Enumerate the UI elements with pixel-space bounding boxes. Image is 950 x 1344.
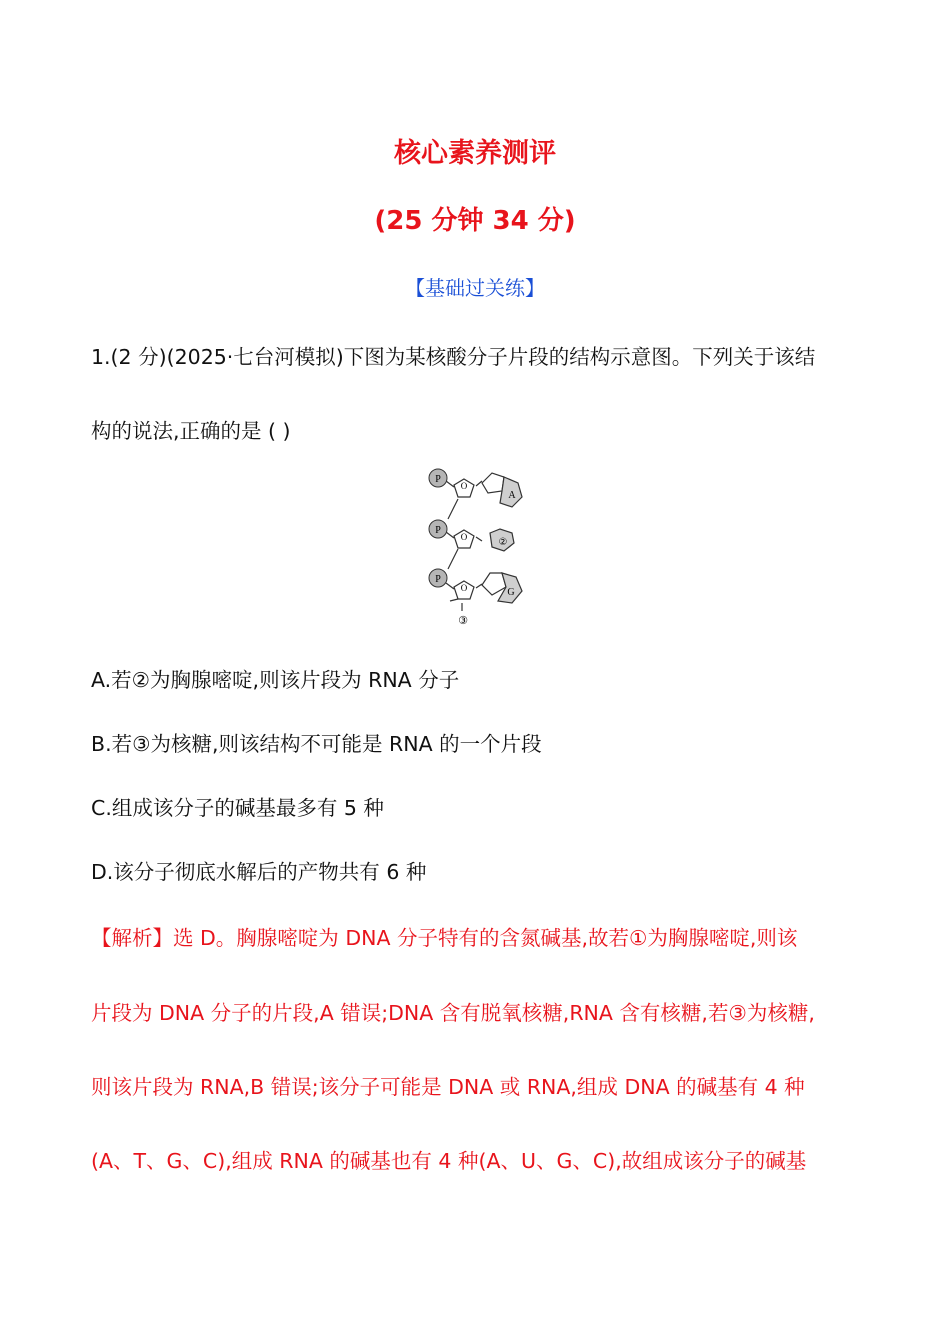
option-d: D.该分子彻底水解后的产物共有 6 种 <box>91 860 427 884</box>
option-a: A.若②为胸腺嘧啶,则该片段为 RNA 分子 <box>91 668 460 692</box>
base-label-3: G <box>507 587 515 598</box>
base-ring-five-1 <box>482 473 504 493</box>
sugar-label-1: O <box>460 481 468 491</box>
phosphate-label-2: P <box>435 525 441 536</box>
phosphate-label-3: P <box>435 574 441 585</box>
sugar-label-2: O <box>460 532 468 542</box>
sugar-mark-3: ③ <box>458 614 468 627</box>
sugar-label-3: O <box>460 583 468 593</box>
nucleic-acid-diagram <box>420 461 540 635</box>
base-label-2: ② <box>498 537 508 548</box>
analysis-line-4: (A、T、G、C),组成 RNA 的碱基也有 4 种(A、U、G、C),故组成该分子的碱基 <box>91 1149 807 1173</box>
analysis-line-1: 【解析】选 D。胸腺嘧啶为 DNA 分子特有的含氮碱基,故若①为胸腺嘧啶,则该 <box>91 926 798 950</box>
analysis-line-2: 片段为 DNA 分子的片段,A 错误;DNA 含有脱氧核糖,RNA 含有核糖,若③为核糖, <box>91 1001 815 1025</box>
option-c: C.组成该分子的碱基最多有 5 种 <box>91 796 384 820</box>
section-heading: 【基础过关练】 <box>405 276 545 300</box>
question-stem-line-2: 构的说法,正确的是 ( ) <box>91 419 291 443</box>
question-stem-line-1: 1.(2 分)(2025·七台河模拟)下图为某核酸分子片段的结构示意图。下列关于该结 <box>91 345 816 369</box>
phosphate-label-1: P <box>435 474 441 485</box>
option-b: B.若③为核糖,则该结构不可能是 RNA 的一个片段 <box>91 732 542 756</box>
base-label-1: A <box>508 490 516 501</box>
analysis-line-3: 则该片段为 RNA,B 错误;该分子可能是 DNA 或 RNA,组成 DNA 的碱基有 4 种 <box>91 1075 805 1099</box>
page-title: 核心素养测评 <box>394 138 556 169</box>
time-score-subtitle: (25 分钟 34 分) <box>374 206 576 236</box>
